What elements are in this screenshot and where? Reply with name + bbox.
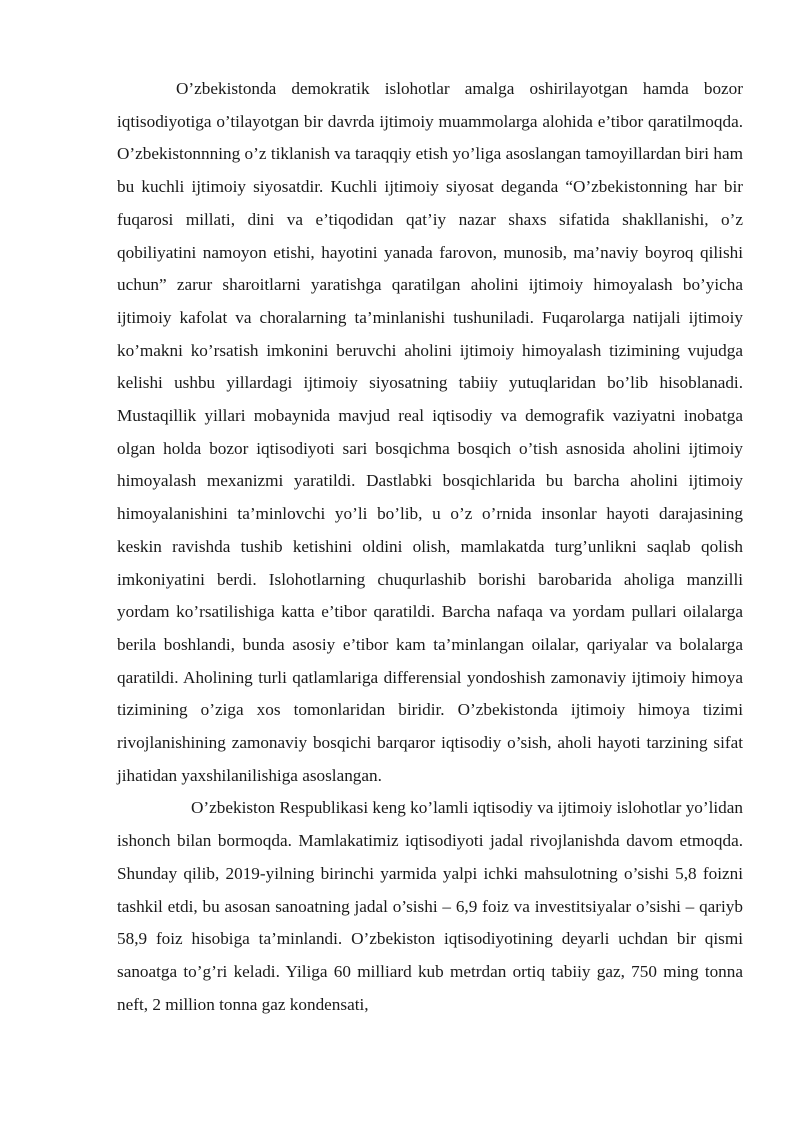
paragraph-economic-reforms: O’zbekiston Respublikasi keng ko’lamli iqtisodiy va ijtimoiy islohotlar yo’lidan ishonch bilan bormoqda. Mamlakatimiz iqtisodiyoti jadal rivojlanishda davom etmoqda. Shunday qilib, 2019-yilning birinchi yarmida yalpi ichki mahsulotning o’sishi 5,8 foizni tashkil etdi, bu asosan sanoatning jadal o’sishi – 6,9 foiz va investitsiyalar o’sishi – qariyb 58,9 foiz hisobiga ta’minlandi. O’zbekiston iqtisodiyotining deyarli uchdan bir qismi sanoatga to’g’ri keladi. Yiliga 60 milliard kub metrdan ortiq tabiiy gaz, 750 ming tonna neft, 2 million tonna gaz kondensati, [117, 798, 743, 1014]
document-body [117, 73, 743, 1021]
paragraph-social-policy: O’zbekistonda demokratik islohotlar amalga oshirilayotgan hamda bozor iqtisodiyotiga o’tilayotgan bir davrda ijtimoiy muammolarga alohida e’tibor qaratilmoqda. O’zbekistonnning o’z tiklanish va taraqqiy etish yo’liga asoslangan tamoyillardan biri ham bu kuchli ijtimoiy siyosatdir. Kuchli ijtimoiy siyosat deganda “O’zbekistonning har bir fuqarosi millati, dini va e’tiqodidan qat’iy nazar shaxs sifatida shakllanishi, o’z qobiliyatini namoyon etishi, hayotini yanada farovon, munosib, ma’naviy boyroq qilishi uchun” zarur sharoitlarni yaratishga qaratilgan aholini ijtimoiy himoyalash bo’yicha ijtimoiy kafolat va choralarning ta’minlanishi tushuniladi. Fuqarolarga natijali ijtimoiy ko’makni ko’rsatish imkonini beruvchi aholini ijtimoiy himoyalash tizimining vujudga kelishi ushbu yillardagi ijtimoiy siyosatning tabiiy yutuqlaridan bo’lib hisoblanadi. Mustaqillik yillari mobaynida mavjud real iqtisodiy va demografik vaziyatni inobatga olgan holda bozor iqtisodiyoti sari bosqichma bosqich o’tish asnosida aholini ijtimoiy himoyalash mexanizmi yaratildi. Dastlabki bosqichlarida bu barcha aholini ijtimoiy himoyalanishini ta’minlovchi yo’li bo’lib, u o’z o’rnida insonlar hayoti darajasining keskin ravishda tushib ketishini oldini olish, mamlakatda turg’unlikni saqlab qolish imkoniyatini berdi. Islohotlarning chuqurlashib borishi barobarida aholiga manzilli yordam ko’rsatilishiga katta e’tibor qaratildi. Barcha nafaqa va yordam pullari oilalarga berila boshlandi, bunda asosiy e’tibor kam ta’minlangan oilalar, qariyalar va bolalarga qaratildi. Aholining turli qatlamlariga differensial yondoshish zamonaviy ijtimoiy himoya tizimining o’ziga xos tomonlaridan biridir. O’zbekistonda ijtimoiy himoya tizimi rivojlanishining zamonaviy bosqichi barqaror iqtisodiy o’sish, aholi hayoti tarzining sifat jihatidan yaxshilanilishiga asoslangan. [117, 79, 743, 785]
